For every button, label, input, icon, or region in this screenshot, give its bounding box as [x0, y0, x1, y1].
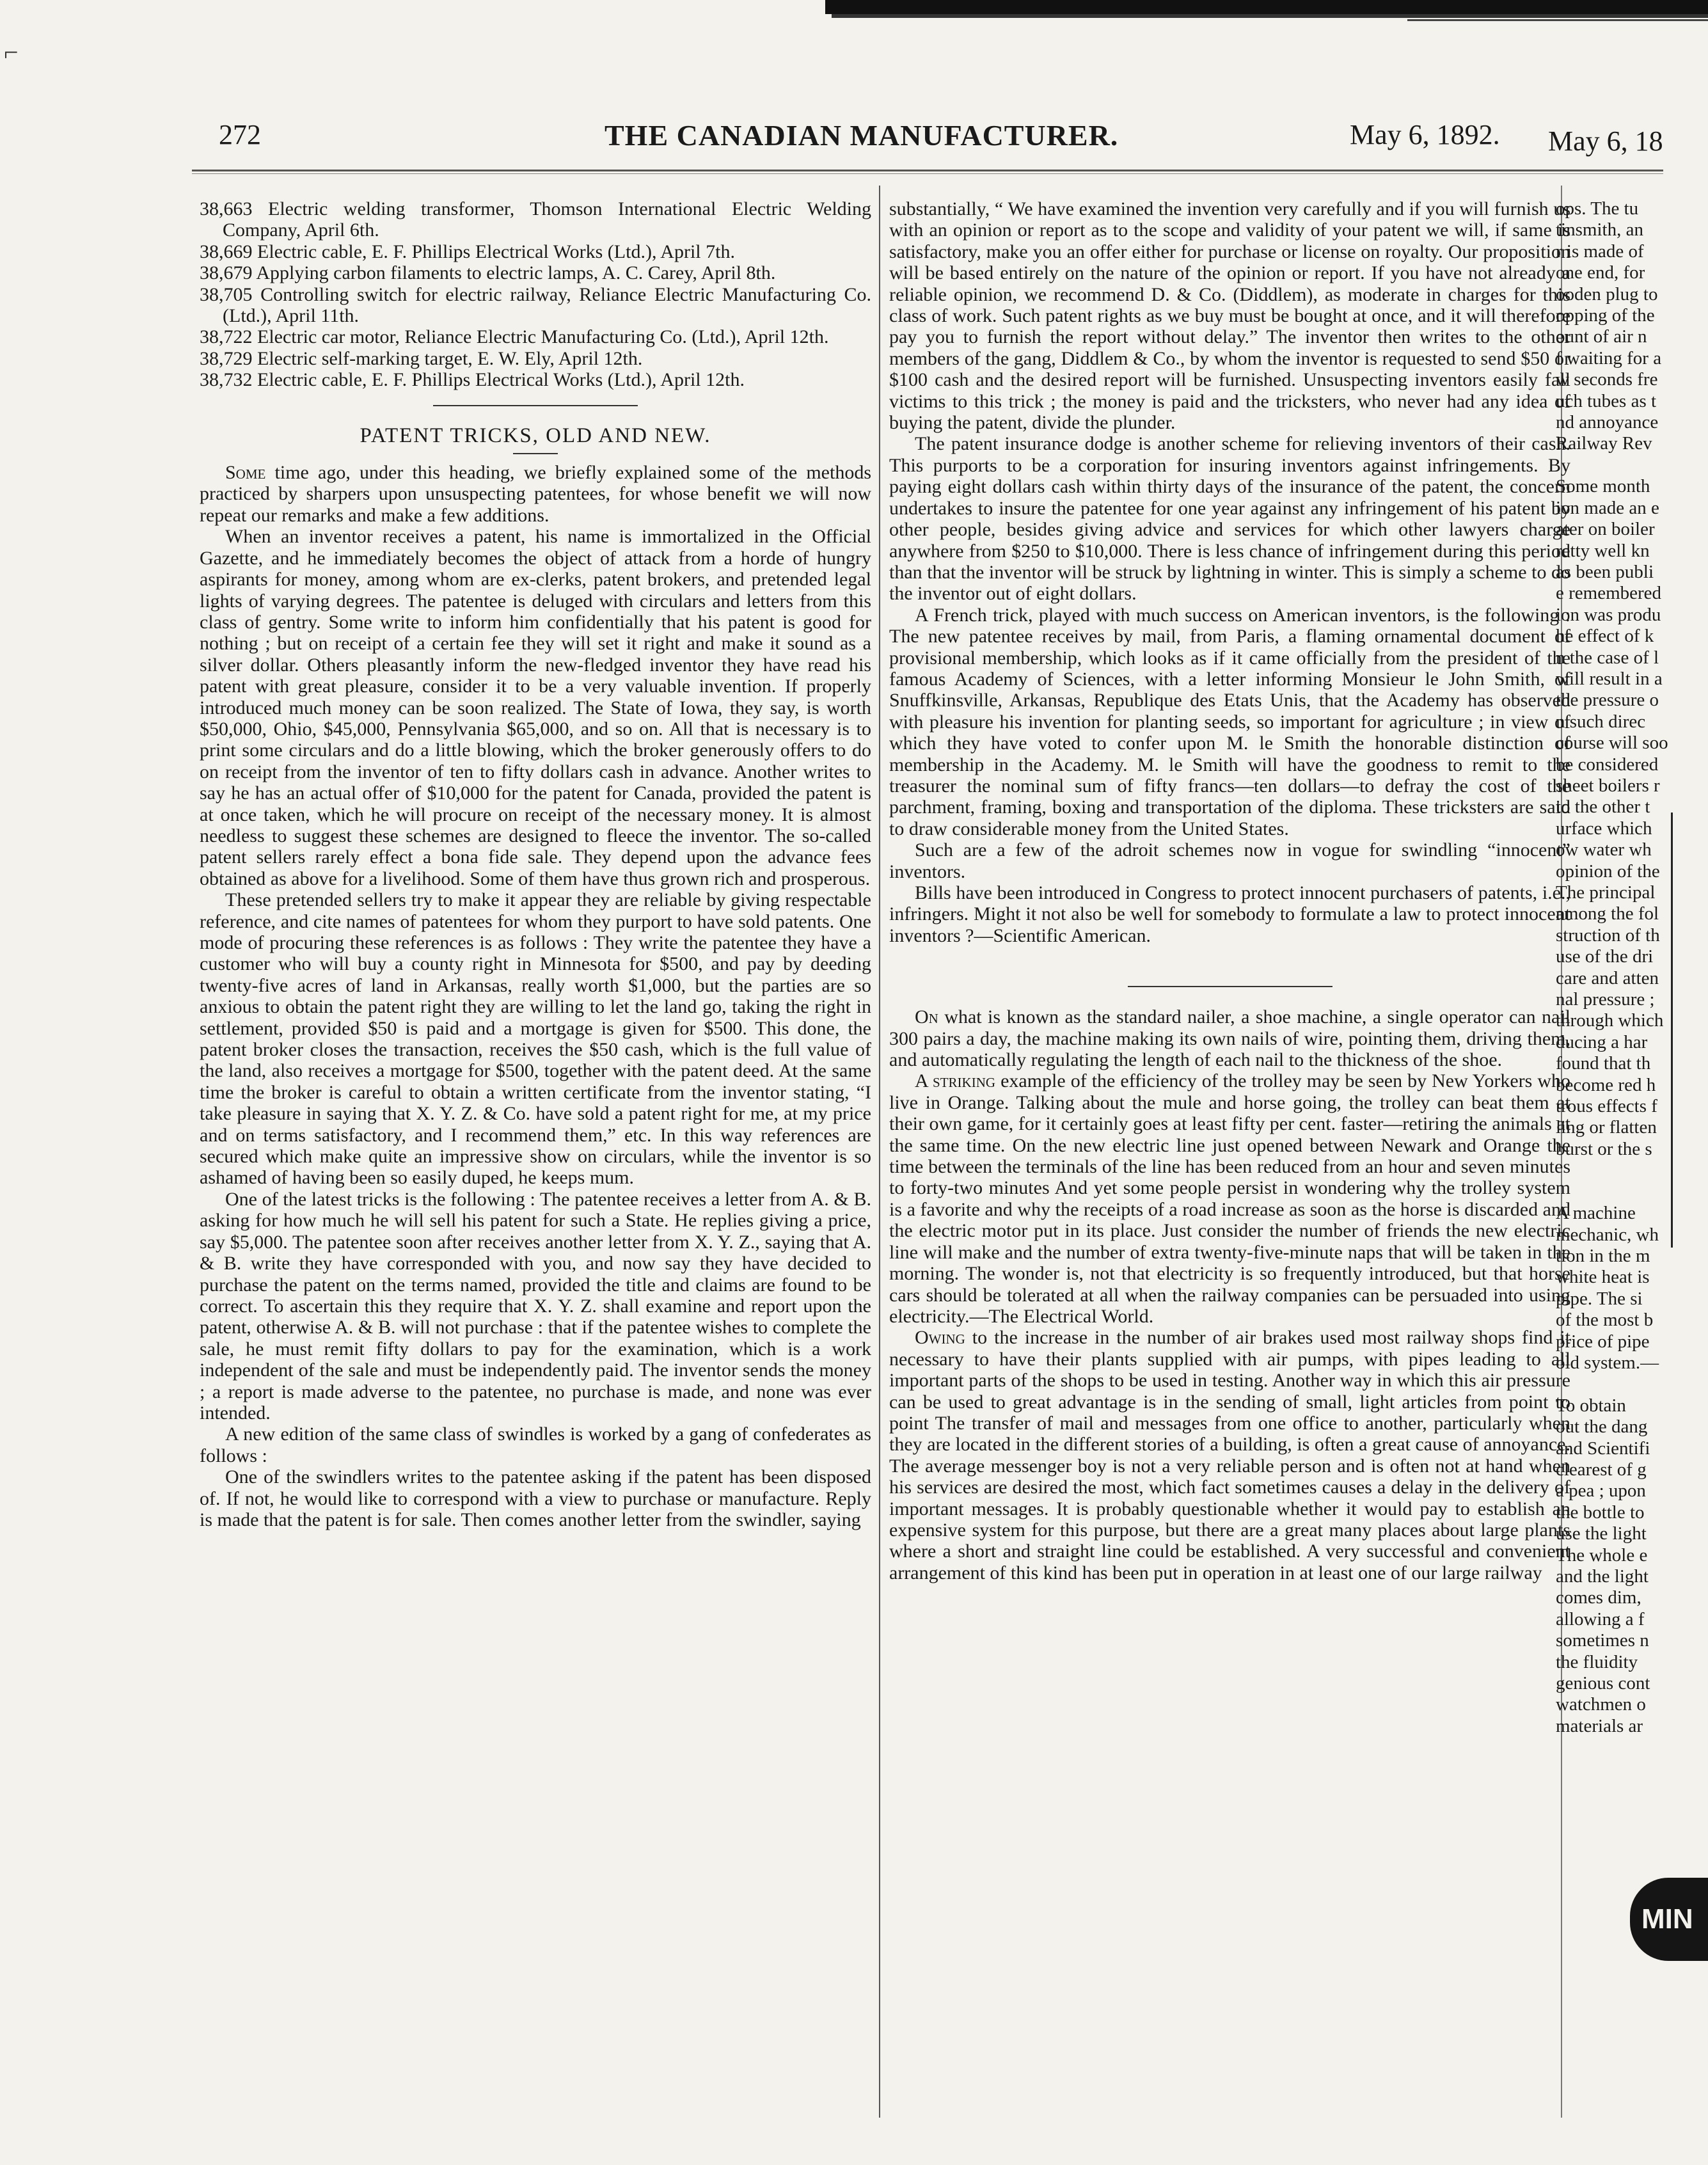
paragraph: substantially, “ We have examined the invention very carefully and if you will furnish us with an opinion or report as to the scope and validity of your patent we will, if same is satisfactory, make you an offer either for purchase or license on royalty. Our proposition will be based entirely on the nature of the opinion or report. If you have not already a reliable opinion, we recommend D. & Co. (Diddlem), as moderate in charges for this class of work. Such patent rights as we buy must be bought at once, and it will therefore pay you to furnish the report without delay.” The inventor then writes to the other members of the gang, Diddlem & Co., by whom the inventor is requested to send $50 or $100 cash and the desired report will be furnished. Unsuspecting inventors easily fall victims to this trick ; the money is paid and the tricksters, who never had any idea of buying the patent, divide the plunder.	[889, 198, 1570, 434]
page-number: 272	[219, 119, 261, 150]
cropped-line: comes dim,	[1556, 1587, 1641, 1608]
cropped-line: price of pipe	[1556, 1331, 1650, 1352]
scan-edge-rule	[1407, 19, 1708, 21]
cropped-line: urface which	[1556, 818, 1652, 839]
cropped-badge: MIN	[1630, 1878, 1708, 1961]
cropped-line: sometimes n	[1556, 1630, 1649, 1651]
patent-entry: 38,679 Applying carbon filaments to electric lamps, A. C. Carey, April 8th.	[200, 262, 776, 284]
cropped-line: nd annoyance	[1556, 412, 1659, 433]
paragraph: Such are a few of the adroit schemes now in vogue for swindling “innocent” inventors.	[889, 839, 1570, 882]
lead-word: Owing	[915, 1327, 965, 1349]
cropped-text	[1556, 198, 1708, 1737]
cropped-line: r is made of	[1556, 241, 1644, 262]
cropped-line: care and atten	[1556, 967, 1659, 988]
cropped-line: found that th	[1556, 1053, 1651, 1074]
cropped-line: trous effects f	[1556, 1096, 1657, 1117]
lead-word: On	[915, 1006, 938, 1028]
cropped-line: of the most b	[1556, 1310, 1654, 1331]
scan-edge-bar	[825, 0, 1708, 14]
cropped-line: old system.—	[1556, 1352, 1659, 1373]
paragraph: One of the latest tricks is the following : The patentee receives a letter from A. & B. asking for how much he will sell his patent for such a State. He replies giving a price, say $5,000. The patentee soon after receives another letter from X. Y. Z., saying that A. & B. write they have corresponded with you, and now say they have decided to purchase the patent on the terms named, provided the title and claims are found to be correct. To ascertain this they require that X. Y. Z. shall examine and report upon the patent, otherwise A. & B. will not purchase : that if the patentee wishes to complete the sale, he must remit fifty dollars to pay for the examination, which is a work independent of the sale and must be independently paid. The inventor sends the money ; a report is made adverse to the patentee, no purchase is made, and none was ever intended.	[200, 1188, 871, 1424]
cropped-line: The whole e	[1556, 1544, 1648, 1566]
paragraph: Some time ago, under this heading, we briefly explained some of the methods practiced by sharpers upon unsuspecting patentees, for whose benefit we will now repeat our remarks and make a few additions.	[200, 462, 871, 526]
cropped-line: use the light	[1556, 1523, 1647, 1544]
heading-rule	[513, 453, 558, 454]
cropped-line: and the light	[1556, 1566, 1649, 1587]
paragraph: A striking example of the efficiency of the trolley may be seen by New Yorkers who live in Orange. Talking about the mule and horse going, the trolley can beat them at their own game, for it certainly goes at least fifty per cent. faster—retiring the animals at the same time. On the new electric line just opened between Newark and Orange the time between the terminals of the line has been reduced from an hour and seven minutes to forty-two minutes And yet some people persist in wondering why the trolley system is a favorite and why the receipts of a road increase as soon as the horse is discarded and the electric motor put in its place. Just consider the number of friends the new electric line will make and the number of extra twenty-five-minute naps that will be taken in the morning. The wonder is, not that electricity is so frequently introduced, but that horse cars should be tolerated at all when the railway companies can be persuaded into using electricity.—The Electrical World.	[889, 1070, 1570, 1327]
cropped-line: allowing a f	[1556, 1608, 1645, 1630]
cropped-line: will result in a	[1556, 668, 1663, 689]
cropped-line: f waiting for a	[1556, 347, 1662, 369]
cropped-line: genious cont	[1556, 1673, 1650, 1694]
cropped-line: the fluidity	[1556, 1651, 1638, 1672]
column-middle	[889, 198, 1570, 2137]
cropped-line: Some month	[1556, 476, 1650, 497]
cropped-line: opping of the	[1556, 305, 1655, 326]
patent-entry: 38,705 Controlling switch for electric railway, Reliance Electric Manufacturing Co. (Ltd.), April 11th.	[200, 283, 871, 327]
paragraph: Owing to the increase in the number of air brakes used most railway shops find it necessary to have their plants supplied with air pumps, with pipes leading to all important parts of the shops to be used in testing. Another way in which this air pressure can be used to great advantage is in the sending of small, light articles from point to point The transfer of mail and messages from one office to another, particularly when they are located in the different stories of a building, is often a great cause of annoyance. The average messenger boy is not a very reliable person and is often not at hand when his services are desired the most, which fact sometimes causes a delay in the delivery of important messages. It is probably questionable whether it would pay to establish an expensive system for this purpose, but there are a great many places about large plants where a short and straight line could be established. A very successful and convenient arrangement of this kind has been put in operation in at least one of our large railway	[889, 1327, 1570, 1583]
cropped-line: to the other t	[1556, 797, 1650, 818]
paragraph: A new edition of the same class of swindles is worked by a gang of confederates as follows :	[200, 1424, 871, 1466]
paragraph: A French trick, played with much success on American inventors, is the following : The new patentee receives by mail, from Paris, a flaming ornamental document of provisional membership, which looks as if it came officially from the president of the famous Academy of Sciences, with a letter informing Monsieur le John Smith, of Snuffkinsville, Arkansas, Republique des Etats Unis, that the Academy has observed with pleasure his invention for planting seeds, so important for agriculture ; in view of which they have voted to confer upon M. le Smith the honorable distinction of membership in the Academy. M. le Smith will have the goodness to remit to the treasurer the nominal sum of fifty francs—ten dollars—to defray the cost of the parchment, framing, boxing and transportation of the diploma. These tricksters are said to draw considerable money from the United States.	[889, 604, 1570, 839]
cropped-line: as been publi	[1556, 561, 1654, 582]
paragraph: When an inventor receives a patent, his name is immortalized in the Official Gazette, and he immediately becomes the object of attack from a horde of hungry aspirants for money, among whom are ex-clerks, patent brokers, and pretended legal lights of varying degrees. The patentee is deluged with circulars and letters from this class of gentry. Some write to inform him confidentially that his patent is good for nothing ; but on receipt of a certain fee they will set it right and make it sound as a silver dollar. Others pleasantly inform the new-fledged inventor they have read his patent with great pleasure, consider it to be a very valuable invention. If properly introduced much money can be soon realized. The State of Iowa, they say, is worth $50,000, Ohio, $45,000, Pennsylvania $65,000, and so on. All that is necessary is to print some circulars and do a little blowing, which the broker generously offers to do on receipt from the inventor of ten to fifty dollars cash in advance. Another writes to say he has an actual offer of $10,000 for the patent for Canada, provided the patent is at once taken, which he will procure on receipt of the necessary money. It is almost needless to suggest these schemes are designed to fleece the inventor. The so-called patent sellers rarely effect a bona fide sale. They depend upon the advance fees obtained as above for a livelihood. Some of them have thus grown rich and prosperous.	[200, 526, 871, 889]
cropped-line: ion was produ	[1556, 604, 1661, 625]
cropped-line: ow water wh	[1556, 839, 1652, 860]
paragraph: One of the swindlers writes to the patentee asking if the patent has been disposed of. If not, he would like to correspond with a view to purchase or manufacture. Reply is made that the patent is for sale. Then comes another letter from the swindler, saying	[200, 1466, 871, 1530]
cropped-line: and Scientifi	[1556, 1438, 1650, 1459]
patent-entry: 38,669 Electric cable, E. F. Phillips Electrical Works (Ltd.), April 7th.	[200, 241, 735, 262]
cropped-line: the bottle to	[1556, 1502, 1645, 1523]
corner-mark: ⌐	[4, 38, 19, 67]
cropped-line: a pea ; upon	[1556, 1480, 1646, 1502]
column-rule	[879, 186, 880, 2118]
cropped-line: nal pressure ;	[1556, 989, 1655, 1010]
adjacent-page-date: May 6, 18	[1548, 125, 1663, 157]
cropped-line: the pressure o	[1556, 690, 1659, 711]
section-divider	[433, 405, 638, 406]
cropped-line: The principal	[1556, 882, 1656, 903]
cropped-line: be considered	[1556, 754, 1659, 775]
header-rule	[192, 173, 1663, 174]
issue-date: May 6, 1892.	[1350, 119, 1500, 150]
column-left	[200, 198, 871, 2137]
cropped-line: watchmen o	[1556, 1694, 1646, 1715]
cropped-line: uch tubes as t	[1556, 390, 1657, 411]
cropped-line: w seconds fre	[1556, 369, 1658, 390]
cropped-line	[1556, 455, 1708, 476]
lead-word: Some	[225, 462, 266, 484]
running-head	[0, 118, 1708, 163]
article-heading: PATENT TRICKS, OLD AND NEW.	[360, 424, 711, 447]
cropped-line: To obtain	[1556, 1395, 1626, 1416]
cropped-line: materials ar	[1556, 1715, 1643, 1736]
cropped-line: struction of th	[1556, 924, 1660, 946]
cropped-line: out the dang	[1556, 1416, 1648, 1438]
cropped-line: opinion of the	[1556, 860, 1660, 882]
cropped-line: mechanic, wh	[1556, 1224, 1659, 1245]
cropped-line	[1556, 1374, 1708, 1395]
cropped-line: among the fol	[1556, 903, 1659, 924]
paragraph: Bills have been introduced in Congress to protect innocent purchasers of patents, i.e., infringers. Might it not also be well for somebody to formulate a law to protect innocent inventors ?—Scientific American.	[889, 882, 1570, 946]
header-rule	[192, 170, 1663, 171]
cropped-line: A machine	[1556, 1203, 1636, 1224]
cropped-line: one end, for	[1556, 262, 1645, 283]
cropped-line: ion made an e	[1556, 497, 1659, 518]
cropped-line: ops. The tu	[1556, 198, 1639, 219]
paragraph: These pretended sellers try to make it appear they are reliable by giving respectable reference, and cite names of patentees for whom they purport to have sold patents. One mode of procuring these references is as follows : They write the patentee they have a customer who will buy a county right in Minnesota for $500, and pay by deeding twenty-five acres of land in Arkansas, really worth $1,000, but the parties are so anxious to obtain the patent right they are willing to let the land go, taking the right in settlement, provided $50 is paid and a mortgage is given for $500. This done, the patent broker closes the transaction, receives the $50 cash, which is the full value of the land, also receives a mortgage for $500, together with the patent deed. At the same time the broker is careful to obtain a written certificate from the inventor stating, “I take pleasure in saying that X. Y. Z. & Co. have sold a patent right for me, at my price and on terms satisfactory, and I recommend them,” etc. In this way references are secured which make quite an impressive show on circulars, while the inventor is so ashamed of having been so easily duped, he keeps mum.	[200, 889, 871, 1189]
cropped-line: retty well kn	[1556, 540, 1650, 561]
publication-title: THE CANADIAN MANUFACTURER.	[605, 119, 1119, 152]
patent-entry: 38,722 Electric car motor, Reliance Electric Manufacturing Co. (Ltd.), April 12th.	[200, 326, 829, 348]
cropped-line: course will soo	[1556, 733, 1668, 754]
column-cropped	[1556, 198, 1708, 1926]
paragraph: On what is known as the standard nailer, a shoe machine, a single operator can nail 300 pairs a day, the machine making its own nails of wire, pointing them, driving them, and automatically regulating the length of each nail to the thickness of the shoe.	[889, 1006, 1570, 1071]
paragraph: The patent insurance dodge is another scheme for relieving inventors of their cash. This purports to be a corporation for insuring inventors against infringements. By paying eight dollars cash within thirty days of the insurance of the patent, the concern undertakes to insure the patentee for one year against any infringement of his patent by other people, besides giving advice and services for which other lawyers charge anywhere from $250 to $10,000. There is less chance of infringement during this period than that the inventor will be struck by lightning in winter. This is simply a scheme to do the inventor out of eight dollars.	[889, 433, 1570, 605]
cropped-line: pipe. The si	[1556, 1288, 1643, 1309]
cropped-line: e remembered	[1556, 583, 1662, 604]
patent-entry: 38,732 Electric cable, E. F. Phillips Electrical Works (Ltd.), April 12th.	[200, 369, 745, 391]
cropped-line: n such direc	[1556, 711, 1646, 732]
cropped-line: burst or the s	[1556, 1138, 1652, 1159]
cropped-line: tinsmith, an	[1556, 219, 1643, 241]
cropped-line: he effect of k	[1556, 626, 1654, 647]
cropped-line: tion in the m	[1556, 1245, 1650, 1266]
cropped-line	[1556, 1160, 1708, 1181]
spacer	[889, 946, 1570, 972]
cropped-line: ater on boiler	[1556, 519, 1655, 540]
cropped-line: use of the dri	[1556, 946, 1654, 967]
cropped-line: n the case of l	[1556, 647, 1659, 668]
cropped-line: through which	[1556, 1010, 1664, 1031]
cropped-line: ooden plug to	[1556, 283, 1658, 305]
patent-entry: 38,663 Electric welding transformer, Thomson International Electric Welding Company, April 6th.	[200, 198, 871, 241]
cropped-line: Railway Rev	[1556, 433, 1652, 454]
cropped-line: become red h	[1556, 1074, 1656, 1095]
cropped-line: ount of air n	[1556, 326, 1647, 347]
cropped-line: ling or flatten	[1556, 1117, 1657, 1138]
cropped-line: white heat is	[1556, 1267, 1650, 1288]
cropped-line: clearest of g	[1556, 1459, 1647, 1480]
cropped-line: ducing a har	[1556, 1031, 1648, 1052]
cropped-line: sheet boilers r	[1556, 775, 1660, 796]
cropped-line	[1556, 1182, 1708, 1203]
lead-word: A striking	[915, 1070, 996, 1092]
section-divider	[1128, 986, 1332, 987]
patent-entry: 38,729 Electric self-marking target, E. W. Ely, April 12th.	[200, 347, 643, 369]
scan-edge-bar	[832, 14, 1708, 18]
